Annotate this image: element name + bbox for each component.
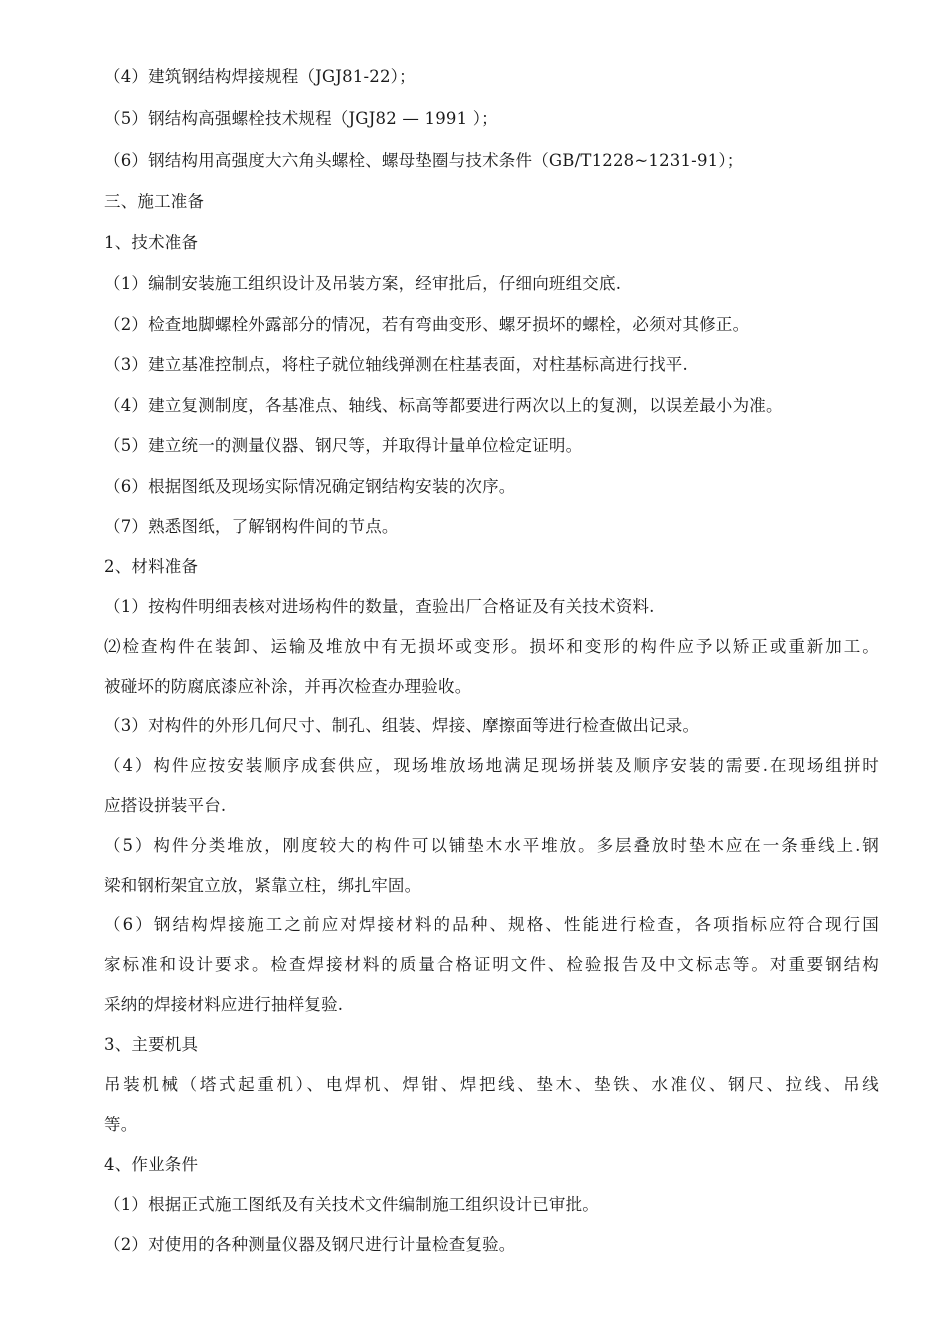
- paragraph-line: 应搭设拼装平台.: [104, 796, 227, 815]
- spec-item-5: （5）钢结构高强螺栓技术规程（JGJ82 — 1991 ）；: [104, 109, 498, 128]
- spec-item-4: （4）建筑钢结构焊接规程（JGJ81-22）；: [104, 67, 416, 86]
- paragraph-line: （2）检查地脚螺栓外露部分的情况，若有弯曲变形、螺牙损坏的螺栓，必须对其修正。: [104, 315, 750, 334]
- section-heading: 三、施工准备: [104, 192, 205, 211]
- paragraph-line: 梁和钢桁架宜立放，紧靠立柱，绑扎牢固。: [104, 876, 422, 895]
- paragraph-line: （7）熟悉图纸，了解钢构件间的节点。: [104, 517, 399, 536]
- paragraph-line: （1）编制安装施工组织设计及吊装方案，经审批后，仔细向班组交底.: [104, 274, 622, 293]
- paragraph-line: 吊装机械（塔式起重机）、电焊机、焊钳、焊把线、垫木、垫铁、水准仪、钢尺、拉线、吊线: [104, 1075, 879, 1094]
- subsection-heading: 4、作业条件: [104, 1155, 199, 1174]
- paragraph-line: （3）对构件的外形几何尺寸、制孔、组装、焊接、摩擦面等进行检查做出记录。: [104, 716, 700, 735]
- paragraph-line: 家标准和设计要求。检查焊接材料的质量合格证明文件、检验报告及中文标志等。对重要钢结构: [104, 955, 879, 974]
- paragraph-line: （1）按构件明细表核对进场构件的数量，查验出厂合格证及有关技术资料.: [104, 597, 655, 616]
- paragraph-line: （5）建立统一的测量仪器、钢尺等，并取得计量单位检定证明。: [104, 436, 583, 455]
- spec-item-6: （6）钢结构用高强度大六角头螺栓、螺母垫圈与技术条件（GB/T1228~1231-91）；: [104, 151, 744, 170]
- paragraph-line: （1）根据正式施工图纸及有关技术文件编制施工组织设计已审批。: [104, 1195, 599, 1214]
- subsection-heading: 2、材料准备: [104, 557, 199, 576]
- subsection-heading: 3、主要机具: [104, 1035, 199, 1054]
- paragraph-line: 被碰坏的防腐底漆应补涂，并再次检查办理验收。: [104, 677, 472, 696]
- paragraph-line: 等。: [104, 1115, 138, 1134]
- paragraph-line: ⑵检查构件在装卸、运输及堆放中有无损坏或变形。损坏和变形的构件应予以矫正或重新加工。: [104, 637, 879, 656]
- paragraph-line: （6）根据图纸及现场实际情况确定钢结构安装的次序。: [104, 477, 516, 496]
- paragraph-line: （4）建立复测制度，各基准点、轴线、标高等都要进行两次以上的复测，以误差最小为准。: [104, 396, 783, 415]
- paragraph-line: （6）钢结构焊接施工之前应对焊接材料的品种、规格、性能进行检查，各项指标应符合现行国: [104, 915, 879, 934]
- paragraph-line: （2）对使用的各种测量仪器及钢尺进行计量检查复验。: [104, 1235, 516, 1254]
- paragraph-line: 采纳的焊接材料应进行抽样复验.: [104, 995, 344, 1014]
- paragraph-line: （3）建立基准控制点，将柱子就位轴线弹测在柱基表面，对柱基标高进行找平.: [104, 355, 688, 374]
- paragraph-line: （4）构件应按安装顺序成套供应，现场堆放场地满足现场拼装及顺序安装的需要.在现场组拼时: [104, 756, 879, 775]
- paragraph-line: （5）构件分类堆放，刚度较大的构件可以铺垫木水平堆放。多层叠放时垫木应在一条垂线上.钢: [104, 836, 879, 855]
- subsection-heading: 1、技术准备: [104, 233, 199, 252]
